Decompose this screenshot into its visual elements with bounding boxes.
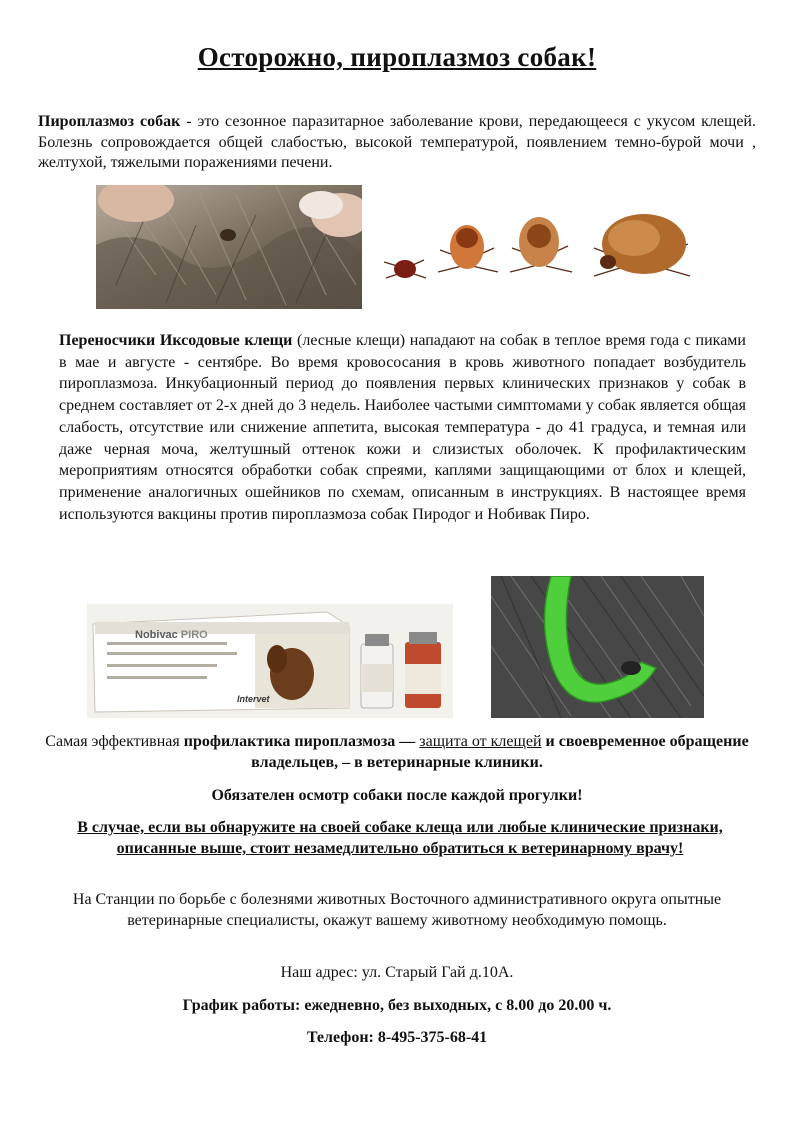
check-notice: Обязателен осмотр собаки после каждой прогулки! [211,787,583,804]
prophylaxis-part3: защита от клещей [419,733,542,750]
ticks-photo [372,200,698,310]
prophylaxis-part2: профилактика пироплазмоза — [183,733,420,750]
intro-text: - это сезонное паразитарное заболевание крови, передающееся с укусом клещей. Болезнь сопровождается общей слабостью, высокой температурой, появлением темно-бурой мочи , желтухой, тяжелыми поражениями печени. [38,113,756,171]
carrier-paragraph [59,330,746,525]
tick-on-dog-icon [220,229,236,241]
vaccine-manufacturer: Intervet [237,694,270,704]
vaccine-photo [87,604,453,718]
vaccine-product: PIRO [180,629,208,641]
hours-line: График работы: ежедневно, без выходных, с 8.00 до 20.00 ч. [182,997,612,1014]
address-line: Наш адрес: ул. Старый Гай д.10А. [280,964,514,981]
tick-remover-photo [491,576,704,718]
warning-notice: В случае, если вы обнаружите на своей собаке клеща или любые клинические признаки, описанные выше, стоит незамедлительно обратиться к ветеринарному врачу! [77,819,723,857]
intro-term: Пироплазмоз собак [38,113,181,130]
dog-fur-illustration [96,185,362,309]
dog-fur-photo [96,185,362,309]
tick-remover-illustration [491,576,704,718]
svg-text:NobivacPIRO [135,629,208,641]
ticks-illustration [372,200,698,310]
station-paragraph: На Станции по борьбе с болезнями животных Восточного административного округа опытные ветеринарные специалисты, окажут вашему животному необходимую помощь. [72,891,722,929]
prophylaxis-part4: и своевременное обращение владельцев, – в ветеринарные клиники. [251,733,749,771]
phone-line: Телефон: 8-495-375-68-41 [306,1029,488,1046]
carrier-lead: Переносчики Иксодовые клещи [59,332,293,349]
page-title: Осторожно, пироплазмоз собак! [197,42,597,72]
carrier-text: (лесные клещи) нападают на собак в теплое время года с пиками в мае и августе - сентябре. Во время кровососания в кровь животного попадает возбудитель пироплазмоза. Инкубационный период до появления первых клинических признаков у собак в среднем составляет от 2-х дней до 3 недель. Наиболее частыми симптомами у собак является общая слабость, отсутствие или снижение аппетита, высокая температура - до 41 градуса, и темная или даже черная моча, желтушный оттенок кожи и слизистых оболочек. К профилактическим мероприятиям относятся обработки собак спреями, каплями защищающими от блох и клещей, применение аналогичных ошейников по схемам, описанным в инструкциях. В настоящее время используются вакцины против пироплазмоза собак Пиродог и Нобивак Пиро. [59,332,746,523]
vaccine-box-illustration [87,604,453,718]
vaccine-brand: Nobivac [135,629,178,641]
tick-small-icon [394,260,416,278]
prophylaxis-part1: Самая эффективная [45,733,184,750]
prophylaxis-paragraph [40,731,754,773]
intro-paragraph [38,112,756,174]
